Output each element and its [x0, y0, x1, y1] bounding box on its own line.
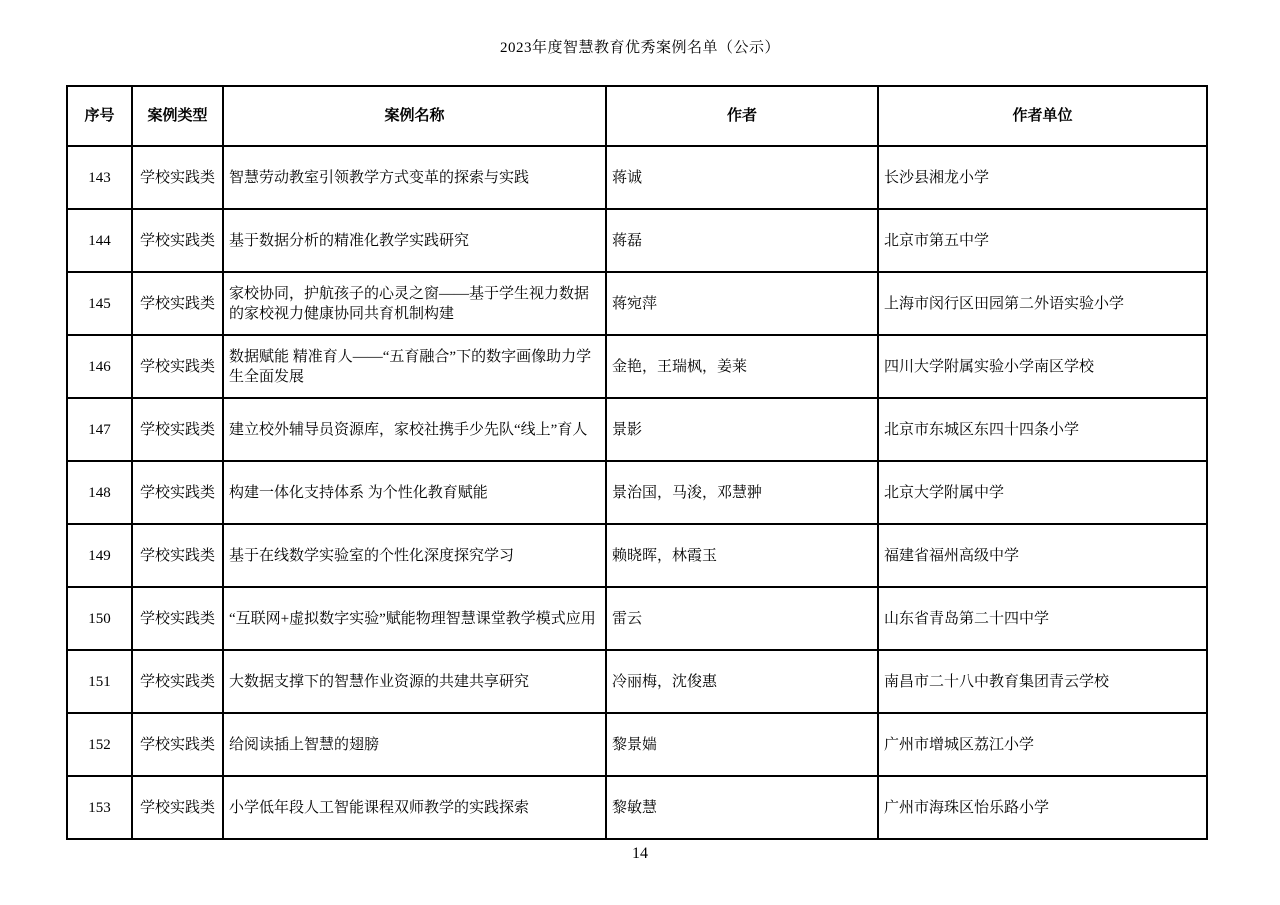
cell-case-type: 学校实践类	[132, 713, 223, 776]
cell-case-name: 构建一体化支持体系 为个性化教育赋能	[223, 461, 606, 524]
cell-author-unit: 福建省福州高级中学	[878, 524, 1207, 587]
table-row	[67, 650, 1207, 713]
header-case-name: 案例名称	[223, 86, 606, 146]
header-author-unit: 作者单位	[878, 86, 1207, 146]
cell-author: 景影	[606, 398, 878, 461]
cell-serial-number: 147	[67, 398, 132, 461]
cell-author-unit: 北京大学附属中学	[878, 461, 1207, 524]
cell-serial-number: 149	[67, 524, 132, 587]
cases-table	[66, 85, 1208, 840]
cell-case-name: 基于在线数学实验室的个性化深度探究学习	[223, 524, 606, 587]
table-row	[67, 335, 1207, 398]
cell-case-type: 学校实践类	[132, 272, 223, 335]
cell-serial-number: 152	[67, 713, 132, 776]
cell-author: 黎景媏	[606, 713, 878, 776]
cell-case-name: “互联网+虚拟数字实验”赋能物理智慧课堂教学模式应用	[223, 587, 606, 650]
table-row	[67, 146, 1207, 209]
cell-author: 景治国，马浚，邓慧翀	[606, 461, 878, 524]
cell-serial-number: 144	[67, 209, 132, 272]
cell-case-type: 学校实践类	[132, 335, 223, 398]
cell-serial-number: 153	[67, 776, 132, 839]
cell-author-unit: 南昌市二十八中教育集团青云学校	[878, 650, 1207, 713]
cell-serial-number: 151	[67, 650, 132, 713]
cell-author-unit: 北京市东城区东四十四条小学	[878, 398, 1207, 461]
cell-case-name: 基于数据分析的精准化教学实践研究	[223, 209, 606, 272]
table-row	[67, 209, 1207, 272]
cell-case-name: 建立校外辅导员资源库，家校社携手少先队“线上”育人	[223, 398, 606, 461]
table-row	[67, 713, 1207, 776]
cell-serial-number: 146	[67, 335, 132, 398]
cell-author: 冷丽梅，沈俊惠	[606, 650, 878, 713]
cell-serial-number: 143	[67, 146, 132, 209]
cell-author: 蒋诚	[606, 146, 878, 209]
cell-author-unit: 四川大学附属实验小学南区学校	[878, 335, 1207, 398]
cell-case-name: 数据赋能 精准育人——“五育融合”下的数字画像助力学生全面发展	[223, 335, 606, 398]
cell-serial-number: 150	[67, 587, 132, 650]
cell-case-type: 学校实践类	[132, 650, 223, 713]
cell-author: 蒋宛萍	[606, 272, 878, 335]
cell-author-unit: 上海市闵行区田园第二外语实验小学	[878, 272, 1207, 335]
cell-author: 黎敏慧	[606, 776, 878, 839]
cell-case-type: 学校实践类	[132, 398, 223, 461]
table-row	[67, 776, 1207, 839]
table-row	[67, 398, 1207, 461]
cell-author-unit: 广州市海珠区怡乐路小学	[878, 776, 1207, 839]
cell-case-name: 家校协同，护航孩子的心灵之窗——基于学生视力数据的家校视力健康协同共育机制构建	[223, 272, 606, 335]
header-row	[67, 86, 1207, 146]
cell-case-name: 给阅读插上智慧的翅膀	[223, 713, 606, 776]
table-row	[67, 272, 1207, 335]
cell-case-type: 学校实践类	[132, 587, 223, 650]
page-number: 14	[632, 845, 648, 862]
table-row	[67, 524, 1207, 587]
cell-case-name: 大数据支撑下的智慧作业资源的共建共享研究	[223, 650, 606, 713]
cell-case-type: 学校实践类	[132, 146, 223, 209]
cell-author: 蒋磊	[606, 209, 878, 272]
cell-case-name: 智慧劳动教室引领教学方式变革的探索与实践	[223, 146, 606, 209]
cell-case-type: 学校实践类	[132, 461, 223, 524]
cell-serial-number: 148	[67, 461, 132, 524]
cell-author-unit: 山东省青岛第二十四中学	[878, 587, 1207, 650]
cell-case-type: 学校实践类	[132, 776, 223, 839]
table-row	[67, 587, 1207, 650]
header-case-type: 案例类型	[132, 86, 223, 146]
cell-case-type: 学校实践类	[132, 524, 223, 587]
cell-case-name: 小学低年段人工智能课程双师教学的实践探索	[223, 776, 606, 839]
cell-case-type: 学校实践类	[132, 209, 223, 272]
cell-author-unit: 北京市第五中学	[878, 209, 1207, 272]
cell-author: 金艳，王瑞枫，姜莱	[606, 335, 878, 398]
page-title: 2023年度智慧教育优秀案例名单（公示）	[499, 40, 780, 56]
table-row	[67, 461, 1207, 524]
cell-author-unit: 广州市增城区荔江小学	[878, 713, 1207, 776]
cell-author: 赖晓晖，林霞玉	[606, 524, 878, 587]
cell-author: 雷云	[606, 587, 878, 650]
header-author: 作者	[606, 86, 878, 146]
header-serial-number: 序号	[67, 86, 132, 146]
cell-serial-number: 145	[67, 272, 132, 335]
cell-author-unit: 长沙县湘龙小学	[878, 146, 1207, 209]
